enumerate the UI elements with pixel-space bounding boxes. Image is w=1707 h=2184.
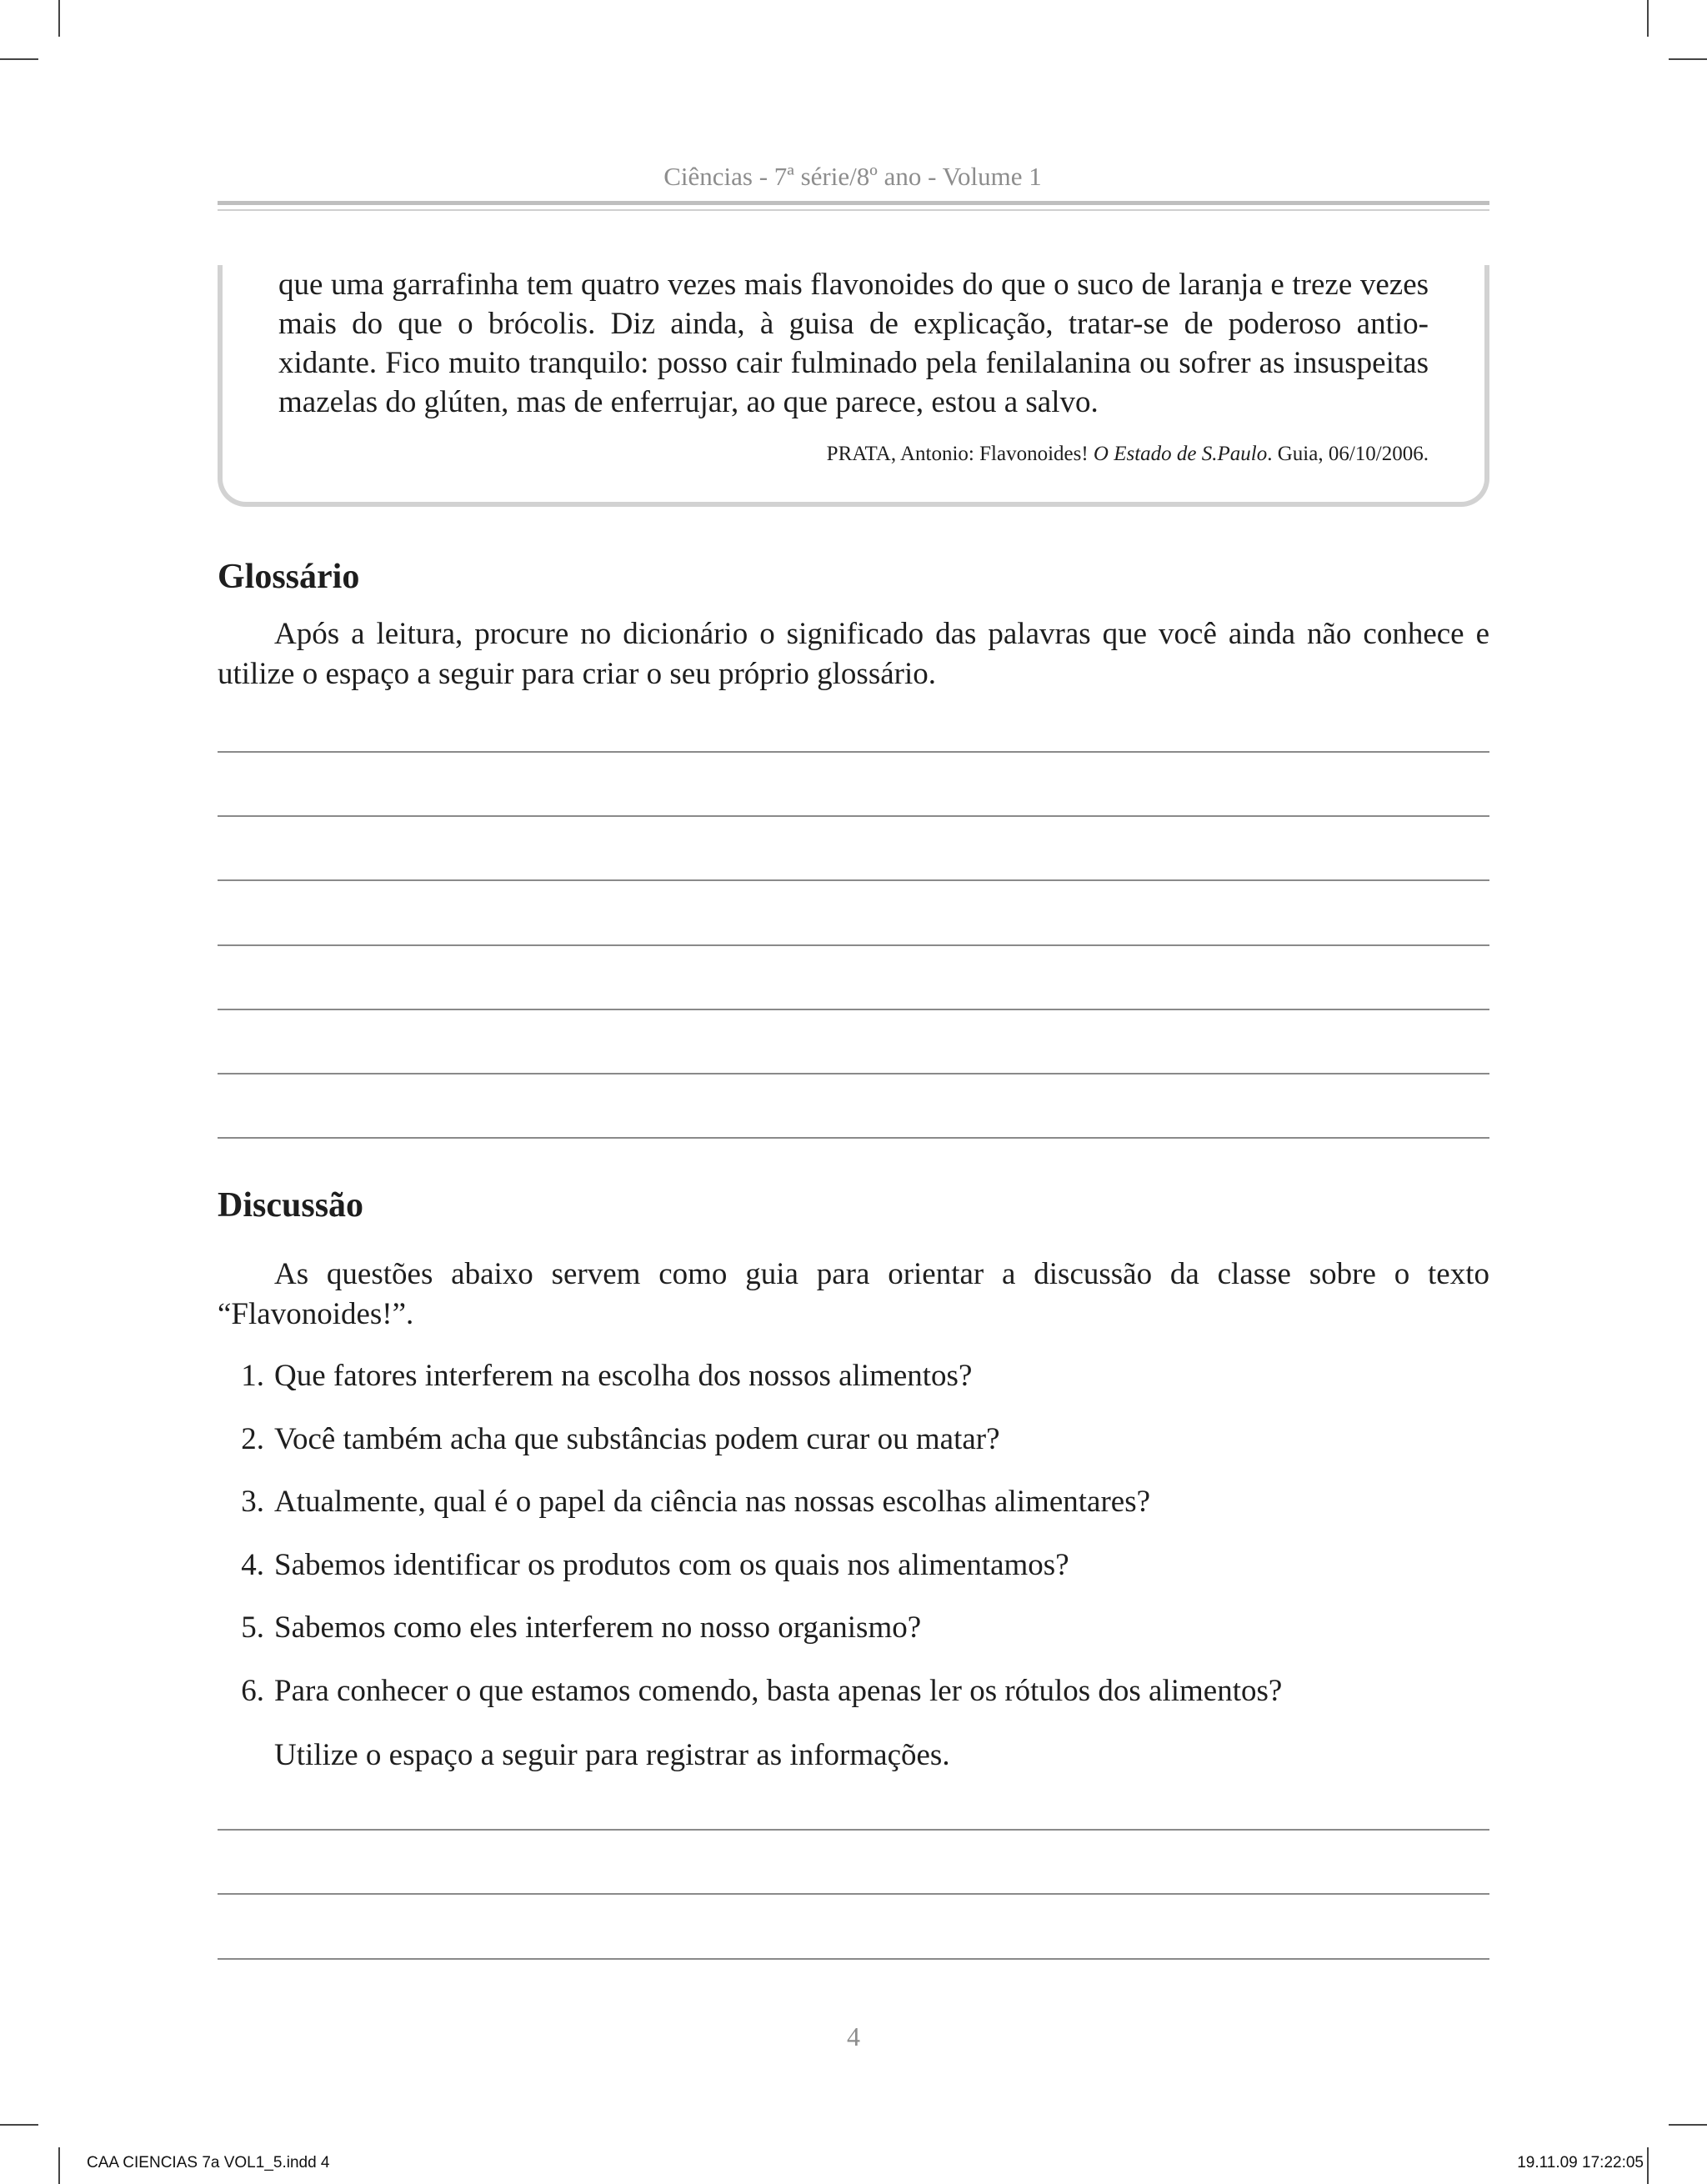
question-item [218, 1671, 1489, 1735]
question-text: Para conhecer o que estamos comendo, basta apenas ler os rótulos dos alimentos? [274, 1673, 1283, 1708]
writing-line[interactable] [218, 751, 1489, 753]
question-text: Sabemos identificar os produtos com os quais nos alimentamos? [274, 1547, 1069, 1582]
writing-line[interactable] [218, 1893, 1489, 1895]
question-number: 2. [241, 1421, 264, 1456]
question-item [218, 1420, 1489, 1483]
writing-line[interactable] [218, 815, 1489, 817]
citation [278, 443, 1429, 466]
quote-line: mazelas do glúten, mas de enferrujar, ao que parece, estou a salvo. [278, 385, 1099, 419]
crop-mark [0, 58, 38, 60]
quote-text [278, 265, 1429, 422]
page-number: 4 [847, 2021, 860, 2051]
question-number: 4. [241, 1547, 264, 1582]
discussao-title: Discussão [218, 1186, 364, 1225]
question-number: 5. [241, 1610, 264, 1645]
discussao-intro: As questões abaixo servem como guia para orientar a discussão da classe sobre o texto “Flavonoides!”. [218, 1257, 1489, 1331]
crop-mark [58, 2147, 60, 2184]
citation-details: . Guia, 06/10/2006. [1267, 443, 1429, 465]
quote-line: vezes mais do que o brócolis. Diz ainda, à guisa de explicação, tratar-se de poderoso antio- [278, 268, 1429, 341]
glossario-title: Glossário [218, 558, 360, 596]
writing-line[interactable] [218, 1829, 1489, 1831]
writing-line[interactable] [218, 1137, 1489, 1139]
question-item [218, 1356, 1489, 1420]
crop-mark [0, 2124, 38, 2126]
question-text: Atualmente, qual é o papel da ciência nas nossas escolhas alimentares? [274, 1485, 1151, 1519]
discussao-closing: Utilize o espaço a seguir para registrar as informações. [274, 1738, 950, 1772]
crop-mark [1669, 58, 1707, 60]
question-number: 6. [241, 1673, 264, 1708]
question-number: 1. [241, 1359, 264, 1393]
writing-line[interactable] [218, 879, 1489, 881]
writing-line[interactable] [218, 1073, 1489, 1074]
question-number: 3. [241, 1485, 264, 1519]
crop-mark [58, 0, 60, 37]
question-text: Que fatores interferem na escolha dos nossos alimentos? [274, 1359, 973, 1393]
quote-line: que uma garrafinha tem quatro vezes mais flavonoides do que o suco de laranja e treze [278, 268, 1353, 302]
writing-line[interactable] [218, 944, 1489, 946]
slug-timestamp: 19.11.09 17:22:05 [1517, 2154, 1644, 2171]
crop-mark [1647, 2147, 1649, 2184]
crop-mark [1647, 0, 1649, 37]
header-rule [218, 201, 1489, 205]
writing-line[interactable] [218, 1009, 1489, 1010]
header-rule [218, 209, 1489, 211]
glossario-instructions: Após a leitura, procure no dicionário o significado das palavras que você ainda não conhece e utilize o espaço a seguir para criar o seu próprio glossário. [218, 617, 1489, 691]
running-head: Ciências - 7ª série/8º ano - Volume 1 [663, 162, 1042, 191]
question-text: Você também acha que substâncias podem curar ou matar? [274, 1421, 1000, 1456]
question-item [218, 1545, 1489, 1609]
crop-mark [1669, 2124, 1707, 2126]
question-item [218, 1608, 1489, 1671]
question-list [218, 1356, 1489, 1734]
question-item [218, 1482, 1489, 1545]
quote-line: xidante. Fico muito tranquilo: posso cair fulminado pela fenilalanina ou sofrer as insuspeitas [278, 346, 1429, 380]
citation-source: O Estado de S.Paulo [1093, 443, 1268, 465]
citation-author: PRATA, Antonio: Flavonoides! [826, 443, 1094, 465]
slug-filename: CAA CIENCIAS 7a VOL1_5.indd 4 [87, 2154, 330, 2171]
writing-line[interactable] [218, 1958, 1489, 1960]
question-text: Sabemos como eles interferem no nosso organismo? [274, 1610, 922, 1645]
